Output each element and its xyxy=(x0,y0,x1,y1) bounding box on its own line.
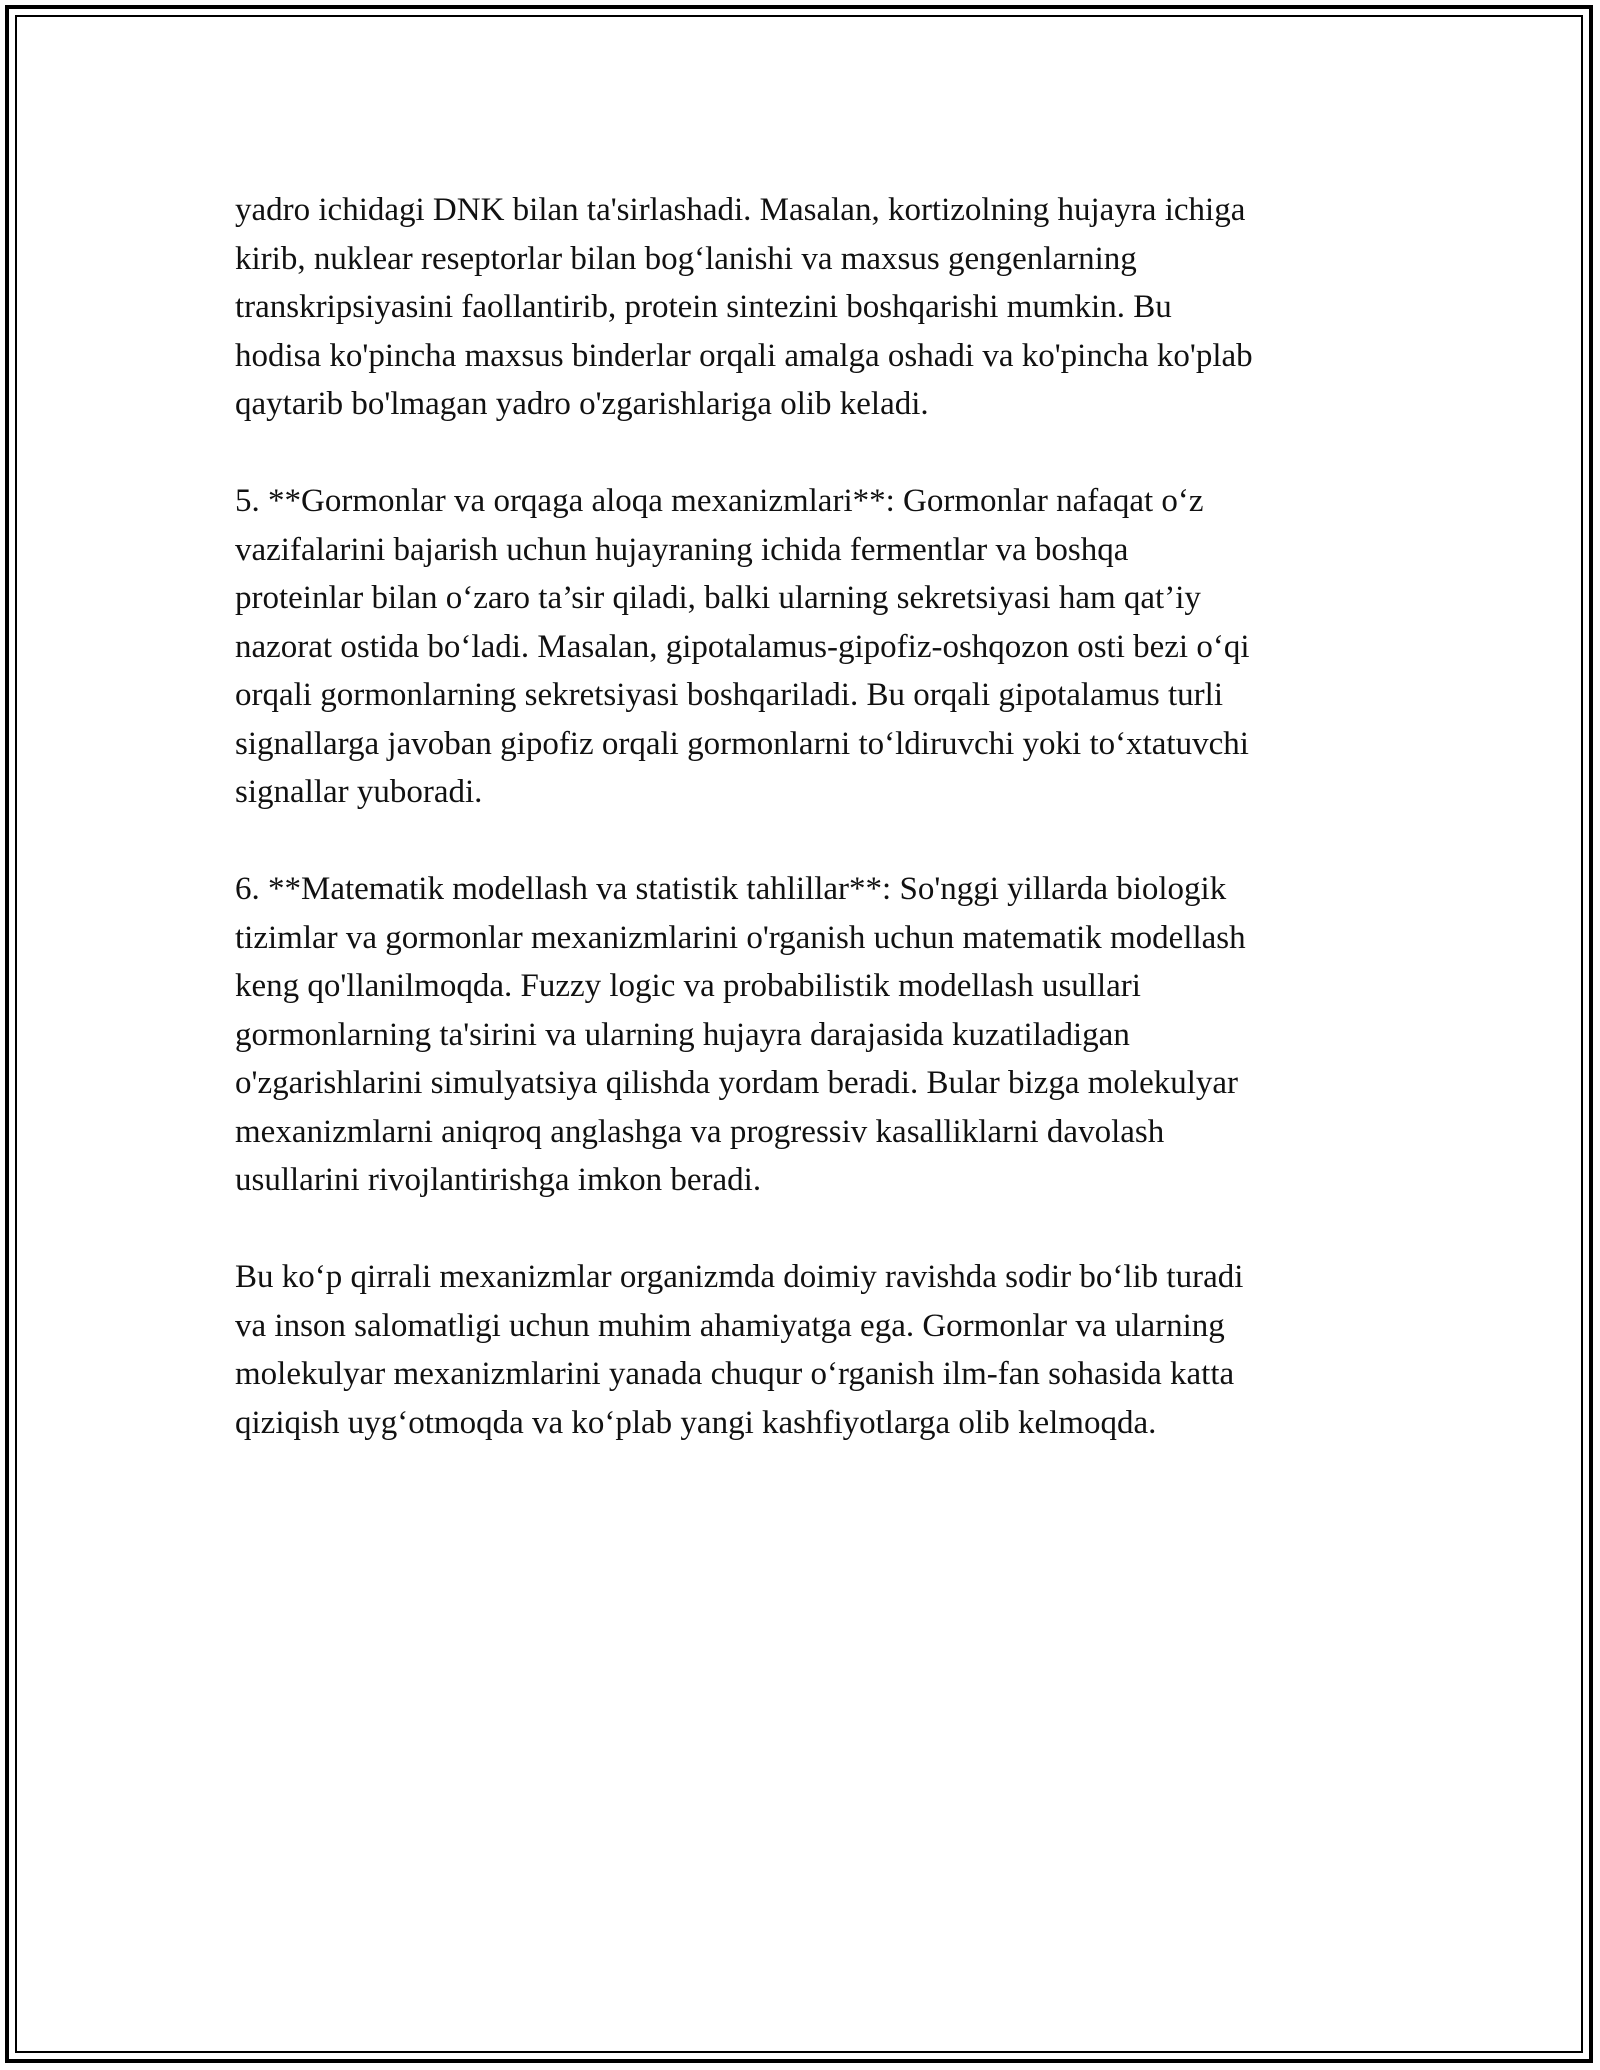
paragraph-item-6: 6. **Matematik modellash va statistik tahlillar**: So'nggi yillarda biologik tizimlar va gormonlar mexanizmlarini o'rganish uchun matematik modellash keng qo'llanilmoqda. Fuzzy logic va probabilistik modellash usullari gormonlarning ta'sirini va ularning hujayra darajasida kuzatiladigan o'zgarishlarini simulyatsiya qilishda yordam beradi. Bular bizga molekulyar mexanizmlarni aniqroq anglashga va progressiv kasalliklarni davolash usullarini rivojlantirishga imkon beradi. xyxy=(235,871,1246,1198)
document-body xyxy=(235,186,1380,1447)
paragraph-conclusion: Bu ko‘p qirrali mexanizmlar organizmda doimiy ravishda sodir bo‘lib turadi va inson salomatligi uchun muhim ahamiyatga ega. Gormonlar va ularning molekulyar mexanizmlarini yanada chuqur o‘rganish ilm-fan sohasida katta qiziqish uyg‘otmoqda va ko‘plab yangi kashfiyotlarga olib kelmoqda. xyxy=(235,1259,1244,1441)
paragraph-item-5: 5. **Gormonlar va orqaga aloqa mexanizmlari**: Gormonlar nafaqat o‘z vazifalarini bajarish uchun hujayraning ichida fermentlar va boshqa proteinlar bilan o‘zaro ta’sir qiladi, balki ularning sekretsiyasi ham qat’iy nazorat ostida bo‘ladi. Masalan, gipotalamus-gipofiz-oshqozon osti bezi o‘qi orqali gormonlarning sekretsiyasi boshqariladi. Bu orqali gipotalamus turli signallarga javoban gipofiz orqali gormonlarni to‘ldiruvchi yoki to‘xtatuvchi signallar yuboradi. xyxy=(235,483,1250,810)
paragraph-intro-continuation: yadro ichidagi DNK bilan ta'sirlashadi. Masalan, kortizolning hujayra ichiga kirib, nuklear reseptorlar bilan bog‘lanishi va maxsus gengenlarning transkripsiyasini faollantirib, protein sintezini boshqarishi mumkin. Bu hodisa ko'pincha maxsus binderlar orqali amalga oshadi va ko'pincha ko'plab qaytarib bo'lmagan yadro o'zgarishlariga olib keladi. xyxy=(235,192,1253,422)
